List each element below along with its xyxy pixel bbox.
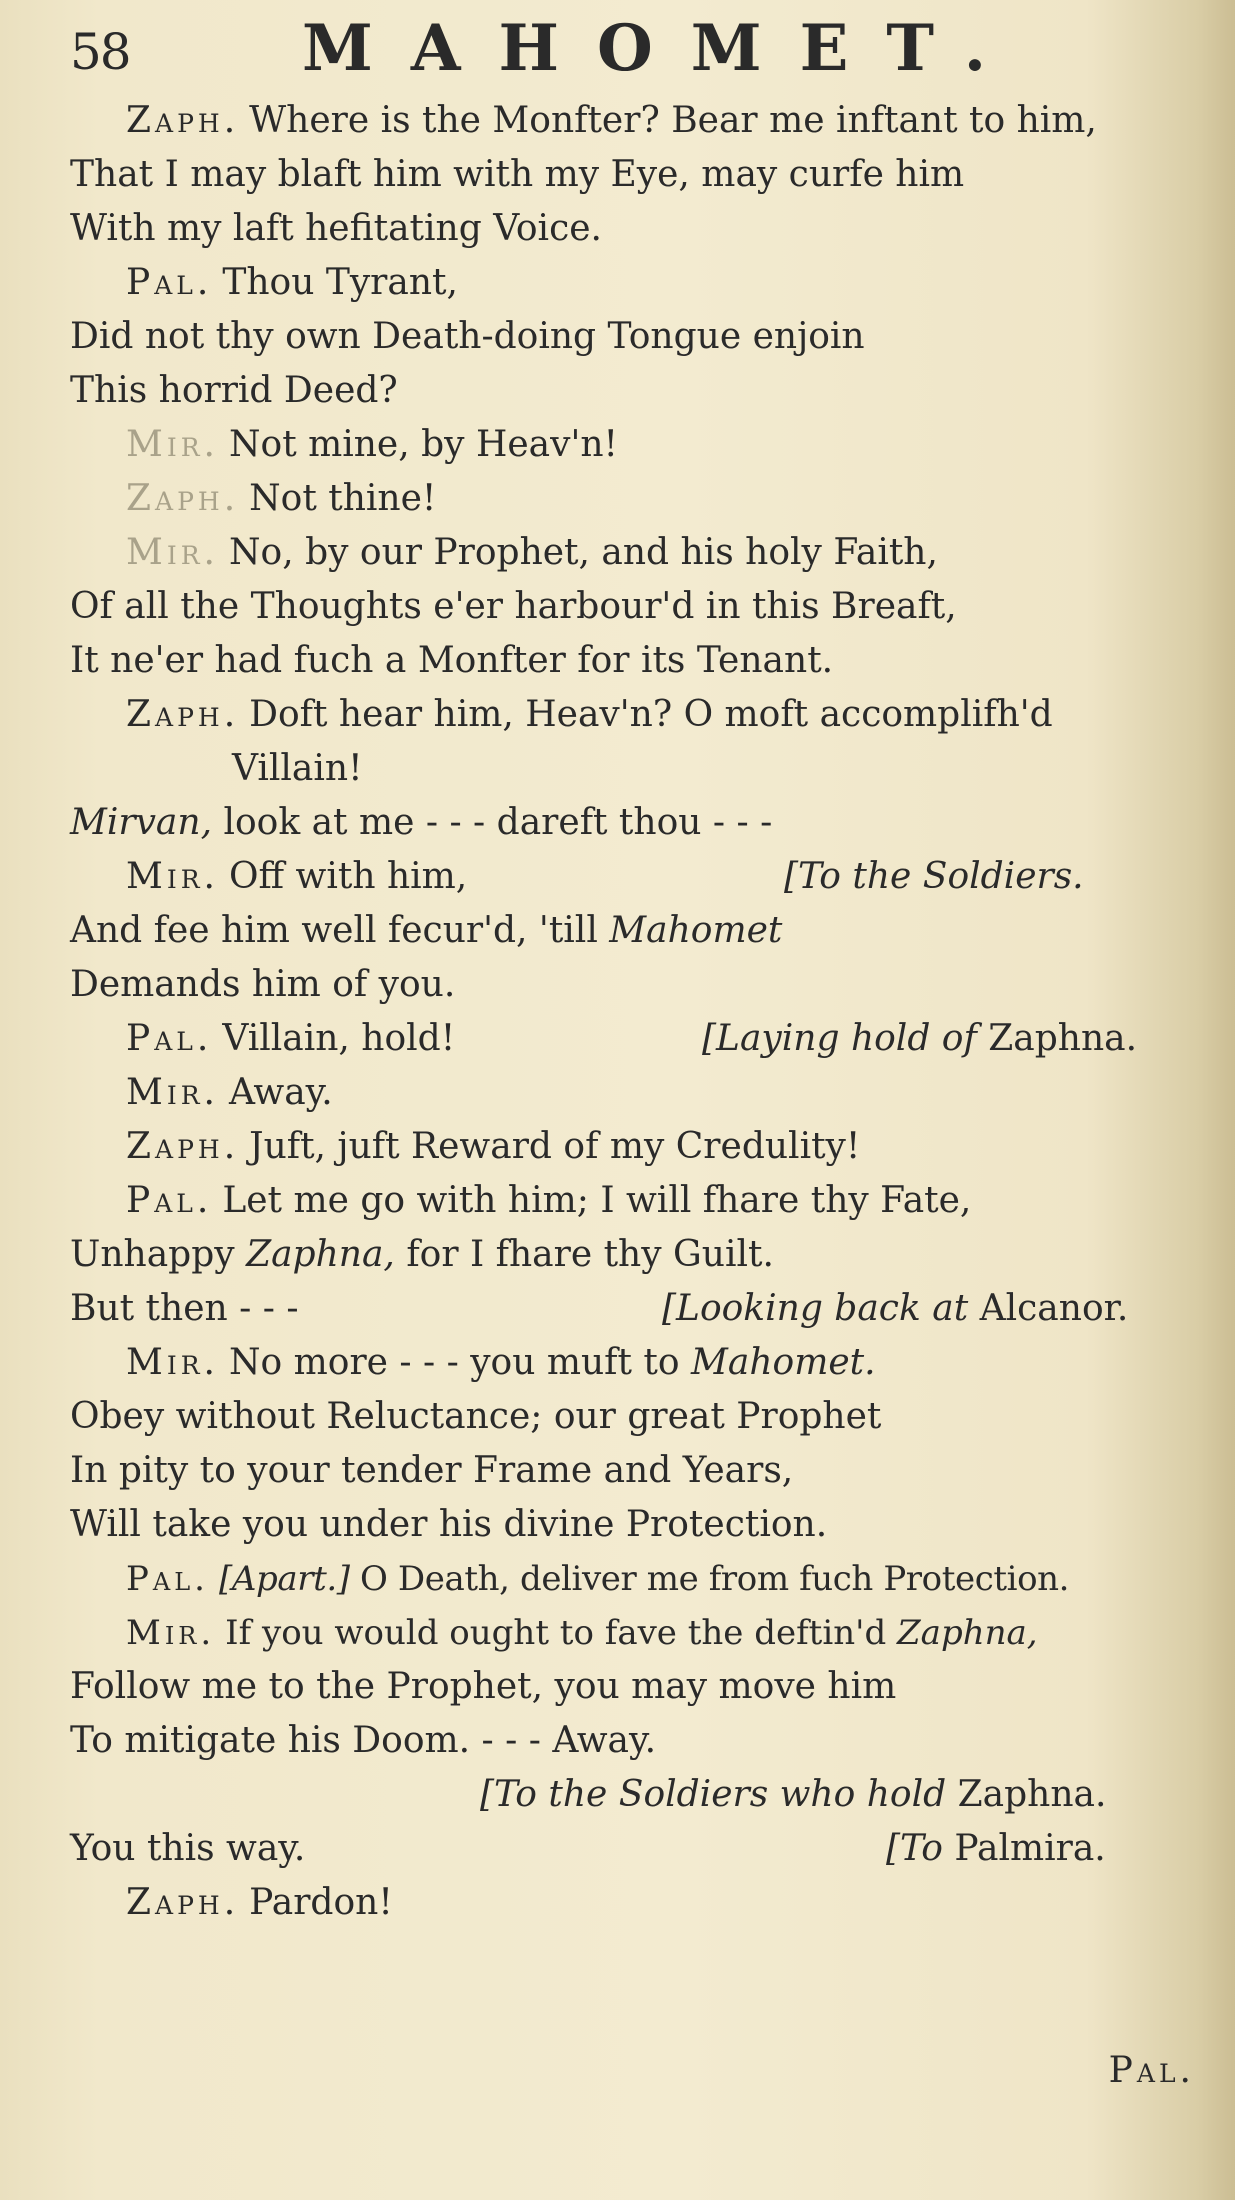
stage-direction bbox=[886, 1822, 1106, 1876]
verse-line bbox=[70, 364, 1180, 418]
stage-direction-name: Palmira. bbox=[954, 1828, 1106, 1869]
line-text: But then - - - bbox=[70, 1288, 299, 1329]
verse-line bbox=[70, 472, 1180, 526]
character-name: Zaphna, bbox=[897, 1613, 1038, 1653]
line-text: Demands him of you. bbox=[70, 964, 456, 1005]
verse-line bbox=[70, 1768, 1180, 1822]
line-text: Away. bbox=[229, 1072, 333, 1113]
line-text: Villain, hold! bbox=[222, 1018, 456, 1059]
verse-line bbox=[70, 1120, 1180, 1174]
verse-line bbox=[70, 904, 1180, 958]
stage-direction bbox=[480, 1768, 1106, 1822]
verse-line bbox=[70, 1390, 1180, 1444]
verse-line bbox=[70, 1606, 1180, 1660]
stage-direction-name: Alcanor. bbox=[979, 1288, 1129, 1329]
verse-line bbox=[70, 796, 1180, 850]
line-text: Unhappy bbox=[70, 1234, 235, 1275]
stage-direction bbox=[662, 1282, 1128, 1336]
speaker-name: Pal. bbox=[126, 1180, 213, 1221]
line-text: No more - - - you muft to bbox=[229, 1342, 680, 1383]
speaker-name: Zaph. bbox=[126, 100, 240, 141]
stage-direction-text: [Laying hold of bbox=[702, 1018, 977, 1059]
verse-line bbox=[70, 1336, 1180, 1390]
verse-line bbox=[70, 1714, 1180, 1768]
stage-direction-name: Zaphna. bbox=[957, 1774, 1107, 1815]
speaker-name: Mir. bbox=[126, 856, 220, 897]
verse-line bbox=[70, 1876, 1180, 1930]
line-text: This horrid Deed? bbox=[70, 370, 398, 411]
verse-line bbox=[70, 1498, 1180, 1552]
speaker-name: Zaph. bbox=[126, 1882, 240, 1923]
line-text: Where is the Monfter? Bear me inftant to him, bbox=[249, 100, 1097, 141]
stage-direction-name: Zaphna. bbox=[988, 1018, 1138, 1059]
verse-line bbox=[70, 1174, 1180, 1228]
line-text: Pardon! bbox=[249, 1882, 393, 1923]
speaker-name: Mir. bbox=[126, 1342, 220, 1383]
line-text: Villain! bbox=[232, 748, 363, 789]
verse-line bbox=[70, 256, 1180, 310]
speaker-name: Mir. bbox=[126, 532, 220, 573]
verse-line bbox=[70, 1282, 1180, 1336]
speaker-name: Mir. bbox=[126, 424, 220, 465]
verse-line bbox=[70, 526, 1180, 580]
line-text: Not thine! bbox=[249, 478, 437, 519]
verse-line bbox=[70, 148, 1180, 202]
speaker-name: Zaph. bbox=[126, 694, 240, 735]
character-name: Mirvan, bbox=[70, 802, 213, 843]
character-name: Zaphna, bbox=[246, 1234, 395, 1275]
character-name: Mahomet bbox=[609, 910, 783, 951]
line-text-continued: for I fhare thy Guilt. bbox=[406, 1234, 774, 1275]
line-text: look at me - - - dareft thou - - - bbox=[223, 802, 773, 843]
line-text: Not mine, by Heav'n! bbox=[229, 424, 619, 465]
page-header bbox=[70, 11, 1170, 86]
line-text: If you would ought to fave the deftin'd bbox=[225, 1613, 887, 1653]
verse-line bbox=[70, 1822, 1180, 1876]
line-text: Did not thy own Death-doing Tongue enjoin bbox=[70, 316, 865, 357]
speaker-name: Pal. bbox=[126, 262, 213, 303]
verse-line bbox=[70, 1228, 1180, 1282]
speaker-name: Mir. bbox=[126, 1072, 220, 1113]
verse-line bbox=[70, 1444, 1180, 1498]
verse-line bbox=[70, 1012, 1180, 1066]
speaker-name: Pal. bbox=[126, 1559, 209, 1599]
verse-line bbox=[70, 958, 1180, 1012]
play-text bbox=[70, 94, 1180, 1930]
stage-direction-text: [To the Soldiers who hold bbox=[480, 1774, 947, 1815]
line-text: Juft, juft Reward of my Credulity! bbox=[249, 1126, 861, 1167]
page-number: 58 bbox=[70, 23, 130, 81]
line-text: It ne'er had fuch a Monfter for its Tenant. bbox=[70, 640, 834, 681]
stage-direction bbox=[702, 1012, 1137, 1066]
verse-line bbox=[70, 634, 1180, 688]
verse-line bbox=[70, 94, 1180, 148]
line-text: That I may blaft him with my Eye, may curfe him bbox=[70, 154, 965, 195]
line-text: Will take you under his divine Protection. bbox=[70, 1504, 828, 1545]
stage-direction-text: [Looking back at bbox=[662, 1288, 969, 1329]
speaker-name: Mir. bbox=[126, 1613, 216, 1653]
aside-direction: [Apart.] bbox=[218, 1559, 350, 1599]
verse-line bbox=[70, 742, 1180, 796]
speaker-name: Zaph. bbox=[126, 1126, 240, 1167]
verse-line bbox=[70, 310, 1180, 364]
line-text: And fee him well fecur'd, 'till bbox=[70, 910, 598, 951]
verse-line bbox=[70, 418, 1180, 472]
verse-line bbox=[70, 1066, 1180, 1120]
verse-line bbox=[70, 580, 1180, 634]
line-text: Of all the Thoughts e'er harbour'd in this Breaft, bbox=[70, 586, 957, 627]
catchword: Pal. bbox=[1108, 2050, 1195, 2091]
line-text: Let me go with him; I will fhare thy Fate, bbox=[222, 1180, 972, 1221]
running-title: MAHOMET. bbox=[302, 11, 1024, 86]
stage-direction-text: [To bbox=[886, 1828, 943, 1869]
line-text: O Death, deliver me from fuch Protection. bbox=[360, 1559, 1070, 1599]
line-text: Obey without Reluctance; our great Prophet bbox=[70, 1396, 882, 1437]
verse-line bbox=[70, 1660, 1180, 1714]
speaker-name: Zaph. bbox=[126, 478, 240, 519]
verse-line bbox=[70, 688, 1180, 742]
speaker-name: Pal. bbox=[126, 1018, 213, 1059]
line-text: Thou Tyrant, bbox=[222, 262, 458, 303]
line-text: Follow me to the Prophet, you may move him bbox=[70, 1666, 897, 1707]
line-text: In pity to your tender Frame and Years, bbox=[70, 1450, 794, 1491]
line-text: No, by our Prophet, and his holy Faith, bbox=[229, 532, 938, 573]
line-text: Doft hear him, Heav'n? O moft accomplifh'd bbox=[249, 694, 1053, 735]
verse-line bbox=[70, 202, 1180, 256]
stage-direction: [To the Soldiers. bbox=[784, 856, 1084, 897]
line-text: You this way. bbox=[70, 1828, 306, 1869]
line-text: Off with him, bbox=[229, 856, 468, 897]
line-text: With my laft hefitating Voice. bbox=[70, 208, 602, 249]
line-text: To mitigate his Doom. - - - Away. bbox=[70, 1720, 657, 1761]
character-name: Mahomet. bbox=[691, 1342, 876, 1383]
verse-line bbox=[70, 850, 1180, 904]
verse-line bbox=[70, 1552, 1180, 1606]
